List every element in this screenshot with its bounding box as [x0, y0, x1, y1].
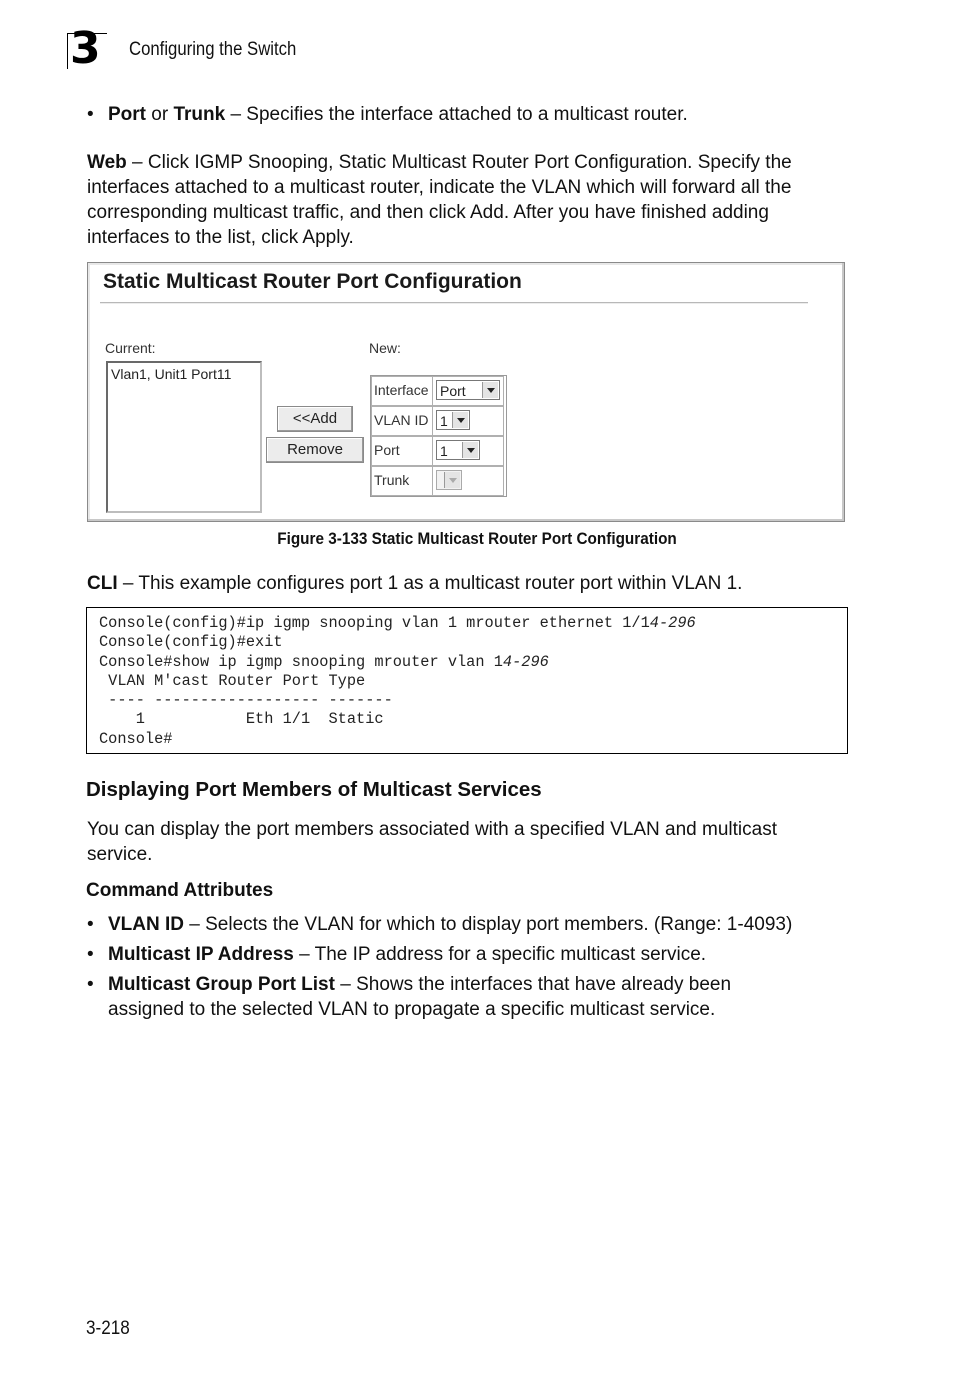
- text: or: [146, 104, 174, 125]
- term: Multicast IP Address: [108, 944, 294, 965]
- command-attributes-heading: Command Attributes: [86, 880, 274, 901]
- vlan-id-label: VLAN ID: [371, 406, 433, 436]
- text: – Selects the VLAN for which to display port members. (Range: 1-4093): [184, 914, 793, 935]
- port-select-value: 1: [440, 443, 448, 459]
- port-select[interactable]: [436, 440, 480, 460]
- text: – Shows the interfaces that have already been: [334, 974, 732, 995]
- vlan-id-cell: [432, 406, 504, 436]
- text: assigned to the selected VLAN to propagate a specific multicast service.: [108, 999, 716, 1020]
- term: VLAN ID: [108, 914, 184, 935]
- vlan-id-select-value: 1: [440, 413, 448, 429]
- text: – The IP address for a specific multicast service.: [293, 944, 707, 965]
- code-line: Console#show ip igmp snooping mrouter vlan 1: [99, 652, 503, 671]
- bullet-vlan-id: [108, 912, 792, 937]
- bullet-marker: •: [87, 104, 94, 125]
- text: service.: [87, 844, 153, 865]
- new-entry-table: [370, 375, 507, 497]
- term-web: Web: [87, 152, 127, 173]
- bullet-marker: •: [87, 944, 94, 965]
- text: – Specifies the interface attached to a multicast router.: [225, 104, 688, 125]
- chevron-down-icon[interactable]: [444, 472, 460, 488]
- add-button[interactable]: <<Add: [277, 406, 353, 432]
- chapter-number: 3: [70, 23, 101, 74]
- text: – This example configures port 1 as a multicast router port within VLAN 1.: [117, 573, 743, 594]
- interface-label: Interface: [371, 376, 433, 406]
- cli-paragraph: [87, 571, 742, 596]
- code-line: Console#: [99, 729, 173, 748]
- chevron-down-icon[interactable]: [462, 442, 478, 458]
- code-line: 1 Eth 1/1 Static: [99, 710, 384, 729]
- port-label: Port: [371, 436, 433, 466]
- port-cell: [432, 436, 504, 466]
- bullet-group-port-list: [108, 972, 731, 1022]
- text: corresponding multicast traffic, and then click Add. After you have finished adding: [87, 202, 769, 223]
- interface-cell: [432, 376, 504, 406]
- page-number: 3-218: [86, 1318, 130, 1339]
- vlan-id-select[interactable]: [436, 410, 470, 430]
- section-paragraph: [87, 817, 777, 867]
- term: Multicast Group Port List: [108, 974, 335, 995]
- figure-page-title: Static Multicast Router Port Configuration: [103, 270, 522, 293]
- code-line: Console(config)#exit: [99, 633, 283, 652]
- web-paragraph: [87, 150, 792, 250]
- bullet-multicast-ip: [108, 942, 706, 967]
- text: interfaces to the list, click Apply.: [87, 227, 354, 248]
- code-page-ref: 4-296: [502, 652, 549, 671]
- divider: [100, 302, 808, 304]
- chevron-down-icon[interactable]: [482, 382, 498, 398]
- trunk-cell: [432, 466, 504, 496]
- new-label: New:: [369, 340, 401, 356]
- chapter-title: Configuring the Switch: [129, 39, 297, 60]
- text: You can display the port members associated with a specified VLAN and multicast: [87, 819, 777, 840]
- figure-caption: Figure 3-133 Static Multicast Router Port Configuration: [277, 529, 677, 548]
- chevron-down-icon[interactable]: [452, 412, 468, 428]
- current-label: Current:: [105, 340, 156, 356]
- text: interfaces attached to a multicast router, indicate the VLAN which will forward all the: [87, 177, 792, 198]
- bullet-marker: •: [87, 914, 94, 935]
- code-line: VLAN M'cast Router Port Type: [99, 671, 366, 690]
- current-listbox[interactable]: [106, 361, 262, 513]
- code-block: [86, 607, 848, 754]
- term-cli: CLI: [87, 573, 118, 594]
- text: – Click IGMP Snooping, Static Multicast Router Port Configuration. Specify the: [126, 152, 792, 173]
- section-heading: Displaying Port Members of Multicast Services: [86, 778, 542, 801]
- code-page-ref: 4-296: [649, 614, 696, 632]
- code-line: Console(config)#ip igmp snooping vlan 1 mrouter ethernet 1/1: [99, 614, 650, 632]
- remove-button[interactable]: Remove: [266, 437, 364, 463]
- interface-select-value: Port: [440, 383, 466, 399]
- list-item[interactable]: Vlan1, Unit1 Port11: [111, 366, 232, 382]
- bullet-marker: •: [87, 974, 94, 995]
- code-line: ---- ------------------ -------: [99, 691, 393, 710]
- trunk-label: Trunk: [371, 466, 433, 496]
- term-port: Port: [108, 104, 146, 125]
- trunk-select[interactable]: [436, 470, 462, 490]
- term-trunk: Trunk: [173, 104, 226, 125]
- interface-select[interactable]: [436, 380, 500, 400]
- bullet-port-trunk: [108, 102, 688, 127]
